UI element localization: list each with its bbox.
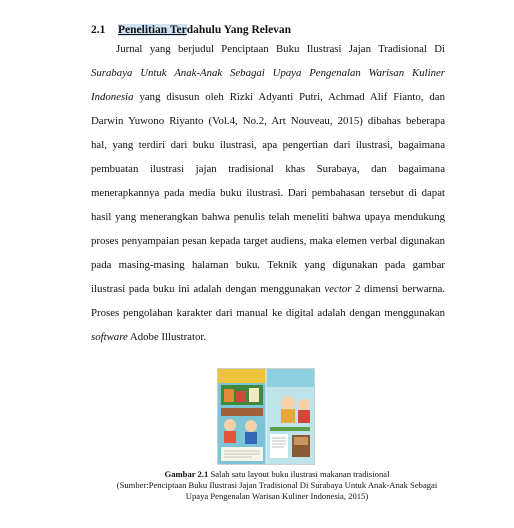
paragraph-text: menerapkannya pada media buku ilustrasi. Dari pembahasan tersebut di dapat bbox=[91, 187, 445, 199]
paragraph-text: proses penyampaian pesan kepada target audiens, maka elemen verbal digunakan bbox=[91, 235, 445, 247]
paragraph-text: pembuatan ilustrasi jajan tradisional khas Surabaya, dan bagaimana bbox=[91, 163, 445, 175]
paragraph-line bbox=[91, 283, 445, 296]
paragraph-text: Jurnal yang berjudul Penciptaan Buku Ilustrasi Jajan Tradisional Di bbox=[116, 43, 445, 55]
paragraph-text: ilustrasi pada buku ini adalah dengan menggunakan bbox=[91, 283, 325, 295]
book-spread-image bbox=[218, 369, 314, 464]
section-title-highlighted: Penelitian Ter bbox=[118, 24, 187, 36]
figure-caption bbox=[60, 469, 494, 480]
paragraph-line bbox=[91, 235, 445, 248]
paragraph-line bbox=[91, 91, 445, 104]
paragraph-line bbox=[116, 43, 445, 56]
paragraph-line bbox=[91, 331, 445, 344]
paragraph-text: hal, yang terdiri dari buku ilustrasi, apa pengertian dari ilustrasi, bagaimana bbox=[91, 139, 445, 151]
paragraph-text: yang disusun oleh Rizki Adyanti Putri, Achmad Alif Fianto, dan bbox=[133, 91, 445, 103]
paragraph-line bbox=[91, 67, 445, 80]
figure-source-line-1: (Sumber:Penciptaan Buku Ilustrasi Jajan Tradisional Di Surabaya Untuk Anak-Anak Sebagai bbox=[116, 480, 438, 490]
paragraph-text: Surabaya Untuk Anak-Anak Sebagai Upaya Pengenalan Warisan Kuliner bbox=[91, 67, 445, 79]
paragraph-line bbox=[91, 163, 445, 176]
paragraph-text: 2 dimensi berwarna. bbox=[351, 283, 445, 295]
figure-source-line-2: Upaya Pengenalan Warisan Kuliner Indonesia, 2015) bbox=[185, 491, 369, 501]
paragraph-line bbox=[91, 139, 445, 152]
paragraph-text: vector bbox=[324, 283, 352, 295]
paragraph-line bbox=[91, 211, 445, 224]
paragraph-text: pada masing-masing halaman buku. Teknik yang digunakan pada gambar bbox=[91, 259, 445, 271]
paragraph-text: hasil yang menerangkan bahwa penulis telah meneliti bahwa upaya mendukung bbox=[91, 211, 445, 223]
paragraph-line bbox=[91, 307, 445, 320]
section-heading bbox=[91, 24, 291, 36]
paragraph-text: Darwin Yuwono Riyanto (Vol.4, No.2, Art Nouveau, 2015) dibahas beberapa bbox=[91, 115, 445, 127]
paragraph-line bbox=[91, 187, 445, 200]
paragraph-text: Proses pengolahan karakter dari manual ke digital adalah dengan menggunakan bbox=[91, 307, 445, 319]
paragraph-text: Indonesia bbox=[91, 91, 134, 103]
figure-caption-text: Salah satu layout buku ilustrasi makanan tradisional bbox=[208, 469, 390, 479]
paragraph-text: Adobe Illustrator. bbox=[127, 331, 207, 343]
figure-illustration bbox=[217, 368, 315, 465]
paragraph-text: software bbox=[91, 331, 128, 343]
section-title-rest: dahulu Yang Relevan bbox=[186, 24, 292, 36]
figure-caption-label: Gambar 2.1 bbox=[164, 469, 209, 479]
paragraph-line bbox=[91, 115, 445, 128]
section-number: 2.1 bbox=[91, 24, 106, 36]
paragraph-line bbox=[91, 259, 445, 272]
